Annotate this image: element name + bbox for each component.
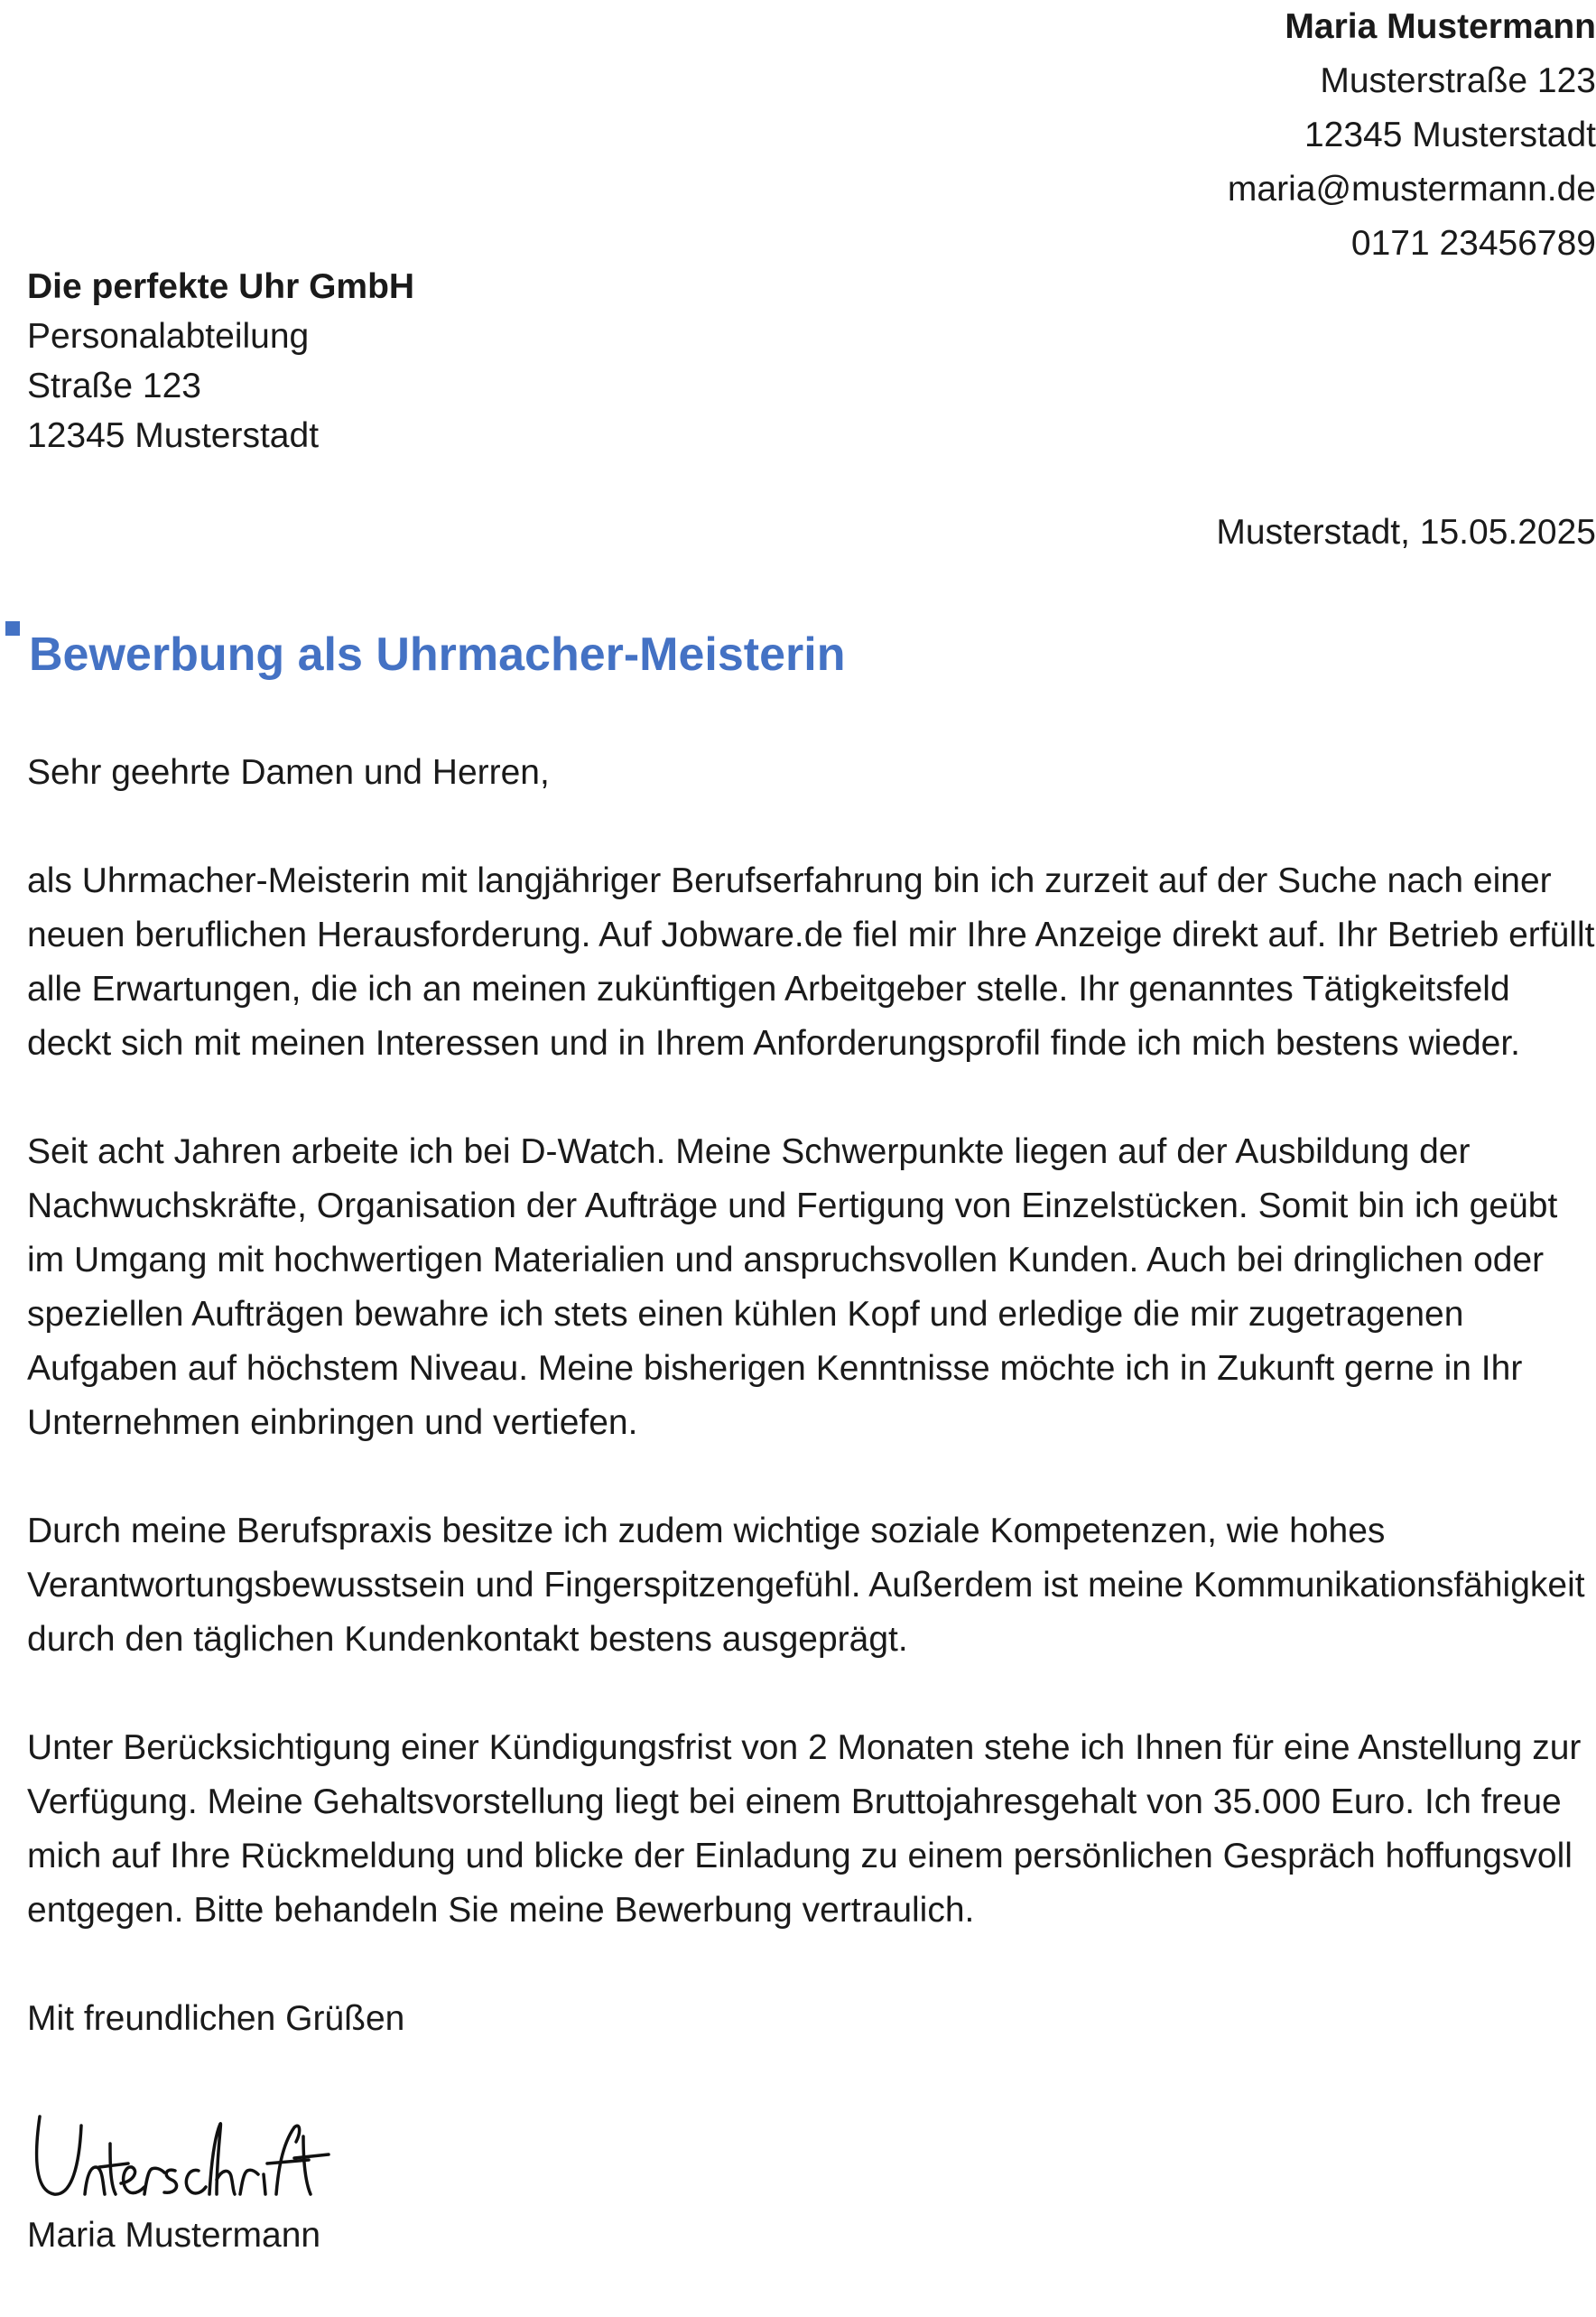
sender-city: 12345 Musterstadt [1304, 116, 1596, 154]
paragraph-4: Unter Berücksichtigung einer Kündigungsfrist von 2 Monaten stehe ich Ihnen für eine Anstellung zur Verfügung. Meine Gehaltsvorstellung liegt bei einem Bruttojahresgehalt von 35.000 Euro. Ich freue mich auf Ihre Rückmeldung und blicke der Einladung zu einem persönlichen Gespräch hoffungsvoll entgegen. Bitte behandeln Sie meine Bewerbung vertraulich. [27, 1728, 1582, 1930]
recipient-department: Personalabteilung [27, 317, 310, 356]
signature-image [27, 2100, 334, 2209]
signer-name: Maria Mustermann [27, 2216, 321, 2255]
paragraph-1: als Uhrmacher-Meisterin mit langjähriger Berufserfahrung bin ich zurzeit auf der Suche nach einer neuen beruflichen Herausforderung. Auf Jobware.de fiel mir Ihre Anzeige direkt auf. Ihr Betrieb erfüllt alle Erwartungen, die ich an meinen zukünftigen Arbeitgeber stelle. Ihr genanntes Tätigkeitsfeld deckt sich mit meinen Interessen und in Ihrem Anforderungsprofil finde ich mich bestens wieder. [27, 861, 1595, 1063]
letter-body [27, 746, 1596, 2317]
sender-name: Maria Mustermann [1285, 7, 1596, 46]
closing: Mit freundlichen Grüßen [27, 1999, 405, 2038]
recipient-city: 12345 Musterstadt [27, 416, 320, 455]
subject-heading: Bewerbung als Uhrmacher-Meisterin [29, 628, 846, 681]
recipient-company: Die perfekte Uhr GmbH [27, 267, 415, 306]
recipient-block [27, 262, 414, 461]
letter-date: Musterstadt, 15.05.2025 [1216, 513, 1596, 552]
heading-marker [5, 621, 20, 636]
paragraph-3: Durch meine Berufspraxis besitze ich zudem wichtige soziale Kompetenzen, wie hohes Verantwortungsbewusstsein und Fingerspitzengefühl. Außerdem ist meine Kommunikationsfähigkeit durch den täglichen Kundenkontakt bestens ausgeprägt. [27, 1512, 1585, 1659]
sender-block [1228, 0, 1596, 271]
recipient-street: Straße 123 [27, 367, 201, 405]
sender-email: maria@mustermann.de [1227, 170, 1596, 209]
sender-phone: 0171 23456789 [1350, 224, 1596, 263]
paragraph-2: Seit acht Jahren arbeite ich bei D-Watch. Meine Schwerpunkte liegen auf der Ausbildung der Nachwuchskräfte, Organisation der Aufträge und Fertigung von Einzelstücken. Somit bin ich geübt im Umgang mit hochwertigen Materialien und anspruchsvollen Kunden. Auch bei dringlichen oder speziellen Aufträgen bewahre ich stets einen kühlen Kopf und erledige die mir zugetragenen Aufgaben auf höchstem Niveau. Meine bisherigen Kenntnisse möchte ich in Zukunft gerne in Ihr Unternehmen einbringen und vertiefen. [27, 1132, 1558, 1442]
sender-street: Musterstraße 123 [1320, 61, 1596, 100]
salutation: Sehr geehrte Damen und Herren, [27, 753, 550, 792]
